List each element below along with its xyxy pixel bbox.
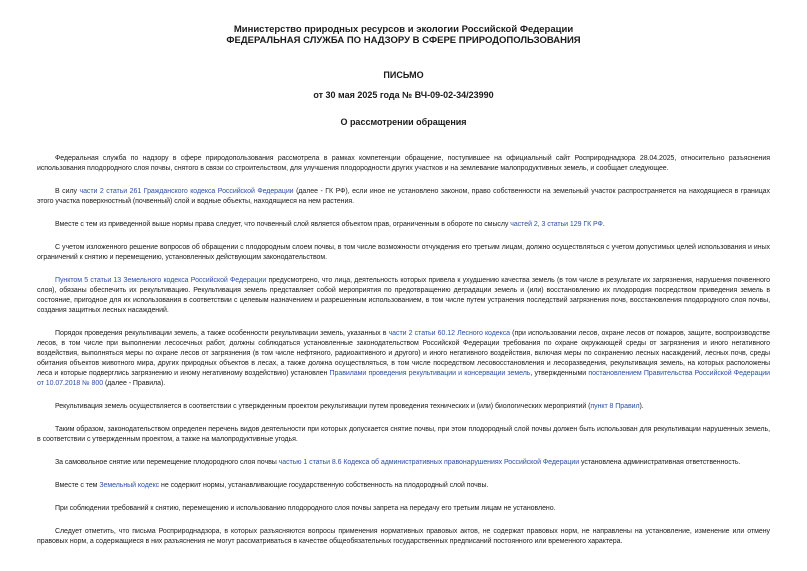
paragraph-5	[37, 276, 770, 316]
link-land-code-art-13[interactable]: Пунктом 5 статьи 13 Земельного кодекса Российской Федерации	[55, 277, 267, 284]
document-header	[0, 24, 807, 46]
paragraph-12	[37, 527, 770, 547]
paragraph-1	[37, 154, 770, 174]
link-reclamation-rules[interactable]: Правилами проведения рекультивации и консервации земель	[329, 370, 531, 377]
paragraph-4	[37, 243, 770, 263]
paragraph-9-text-1: За самовольное снятие или перемещение плодородного слоя почвы	[55, 459, 279, 466]
paragraph-4-text: С учетом изложенного решение вопросов об обращении с плодородным слоем почвы, в том числе возможности отчуждения его третьим лицам, должно осуществляться с учетом допустимых целей использования и иных ограничений к снятию и перемещению, установленных действующим законодательством.	[37, 244, 770, 261]
paragraph-10-text-2: не содержит нормы, устанавливающие государственную собственность на плодородный слой почвы.	[159, 482, 489, 489]
paragraph-2-text-1: В силу	[55, 188, 80, 195]
document-type: ПИСЬМО	[383, 70, 424, 80]
document-body	[37, 154, 770, 560]
paragraph-3-text-1: Вместе с тем из приведенной выше нормы права следует, что почвенный слой является объектом прав, ограниченным в обороте по смыслу	[55, 221, 511, 228]
paragraph-1-text: Федеральная служба по надзору в сфере природопользования рассмотрела в рамках компетенции обращение, поступившее на официальный сайт Росприроднадзора 28.04.2025, относительно разъяснения использования плодородного слоя почвы, снятого в связи со строительством, для улучшения плодородности других участков и на землевание малопродуктивных земель, и сообщает следующее.	[37, 155, 770, 172]
link-civil-code-art-129[interactable]: частей 2, 3 статьи 129 ГК РФ	[510, 221, 603, 228]
paragraph-12-text: Следует отметить, что письма Росприроднадзора, в которых разъясняются вопросы применения нормативных правовых актов, не содержат правовых норм, не направлены на установление, изменение или отмену правовых норм, а содержащиеся в них разъяснения не могут рассматриваться в качестве общеобязательных государственных предписаний постоянного или временного характера.	[37, 528, 770, 545]
paragraph-8	[37, 425, 770, 445]
paragraph-9-text-2: установлена административная ответственность.	[579, 459, 741, 466]
paragraph-7	[37, 402, 770, 412]
paragraph-3-text-2: .	[602, 221, 605, 228]
paragraph-6-text-2: (при использовании лесов, охране лесов от пожаров, защите, воспроизводстве лесов, в том числе при выполнении лесосечных работ, должны соблюдаться установленные законодательством Российской Федерации требования по охране окружающей среды от загрязнения и иного негативного воздействия, выполняться меры по охране лесов от загрязнения (в том числе нефтяного, радиоактивного и другого) и иного негативного воздействия, включая меры по сохранению лесных насаждений, лесных почв, среды обитания объектов животного мира, других природных объектов в лесах, а также должна осуществляться, в том числе посредством лесовосстановления и лесоразведения, рекультивация земель, на которых расположены леса и которые подверглись загрязнению и иному негативному воздействию) установлен	[37, 330, 770, 377]
paragraph-9	[37, 458, 770, 468]
paragraph-11-text: При соблюдении требований к снятию, перемещению и использованию плодородного слоя почвы запрета на передачу его третьим лицам не установлено.	[55, 505, 556, 512]
paragraph-6	[37, 329, 770, 389]
link-land-code[interactable]: Земельный кодекс	[99, 482, 160, 489]
paragraph-2-text-2: (далее - ГК РФ), если иное не установлено законом, право собственности на земельный участок распространяется на находящиеся в границах этого участка поверхностный (почвенный) слой и водные объекты, находящиеся на нем растения.	[37, 188, 770, 205]
paragraph-7-text-2: ).	[639, 403, 644, 410]
ministry-name: Министерство природных ресурсов и экологии Российской Федерации	[233, 24, 574, 35]
link-rules-item-8[interactable]: пункт 8 Правил	[590, 403, 640, 410]
document-date-number: от 30 мая 2025 года № ВЧ-09-02-34/23990	[313, 90, 494, 100]
paragraph-6-text-3: , утвержденными	[530, 370, 589, 377]
paragraph-10-text-1: Вместе с тем	[55, 482, 100, 489]
paragraph-2	[37, 187, 770, 207]
paragraph-6-text-1: Порядок проведения рекультивации земель, а также особенности рекультивации земель, указанных в	[55, 330, 389, 337]
paragraph-7-text-1: Рекультивация земель осуществляется в соответствии с утвержденным проектом рекультивации путем проведения технических и (или) биологических мероприятий (	[55, 403, 591, 410]
paragraph-6-text-4: (далее - Правила).	[103, 380, 166, 387]
paragraph-5-text: предусмотрено, что лица, деятельность которых привела к ухудшению качества земель (в том числе в результате их загрязнения, нарушения почвенного слоя), обязаны обеспечить их рекультивацию. Рекультивация земель представляет собой мероприятия по предотвращению деградации земель и (или) восстановлению их плодородия посредством приведения земель в состояние, пригодное для их использования в соответствии с целевым назначением и разрешенным использованием, в том числе путем устранения последствий загрязнения почв, восстановления плодородного слоя почвы, создания защитных лесных насаждений.	[37, 277, 770, 314]
paragraph-8-text: Таким образом, законодательством определен перечень видов деятельности при которых допускается снятие почвы, при этом плодородный слой почвы должен быть использован для рекультивации нарушенных земель, в соответствии с утвержденным проектом, а также на малопродуктивные угодья.	[37, 426, 770, 443]
document-subject: О рассмотрении обращения	[340, 117, 467, 127]
paragraph-3	[37, 220, 770, 230]
paragraph-11	[37, 504, 770, 514]
paragraph-10	[37, 481, 770, 491]
link-government-decree-800[interactable]: постановлением Правительства Российской Федерации от 10.07.2018 № 800	[37, 370, 771, 387]
link-koap-art-8-6[interactable]: частью 1 статьи 8.6 Кодекса об административных правонарушениях Российской Федерации	[278, 459, 580, 466]
link-forest-code-art-60-12[interactable]: части 2 статьи 60.12 Лесного кодекса	[388, 330, 511, 337]
link-civil-code-art-261[interactable]: части 2 статьи 261 Гражданского кодекса Российской Федерации	[79, 188, 294, 195]
service-name: ФЕДЕРАЛЬНАЯ СЛУЖБА ПО НАДЗОРУ В СФЕРЕ ПРИРОДОПОЛЬЗОВАНИЯ	[226, 35, 581, 46]
